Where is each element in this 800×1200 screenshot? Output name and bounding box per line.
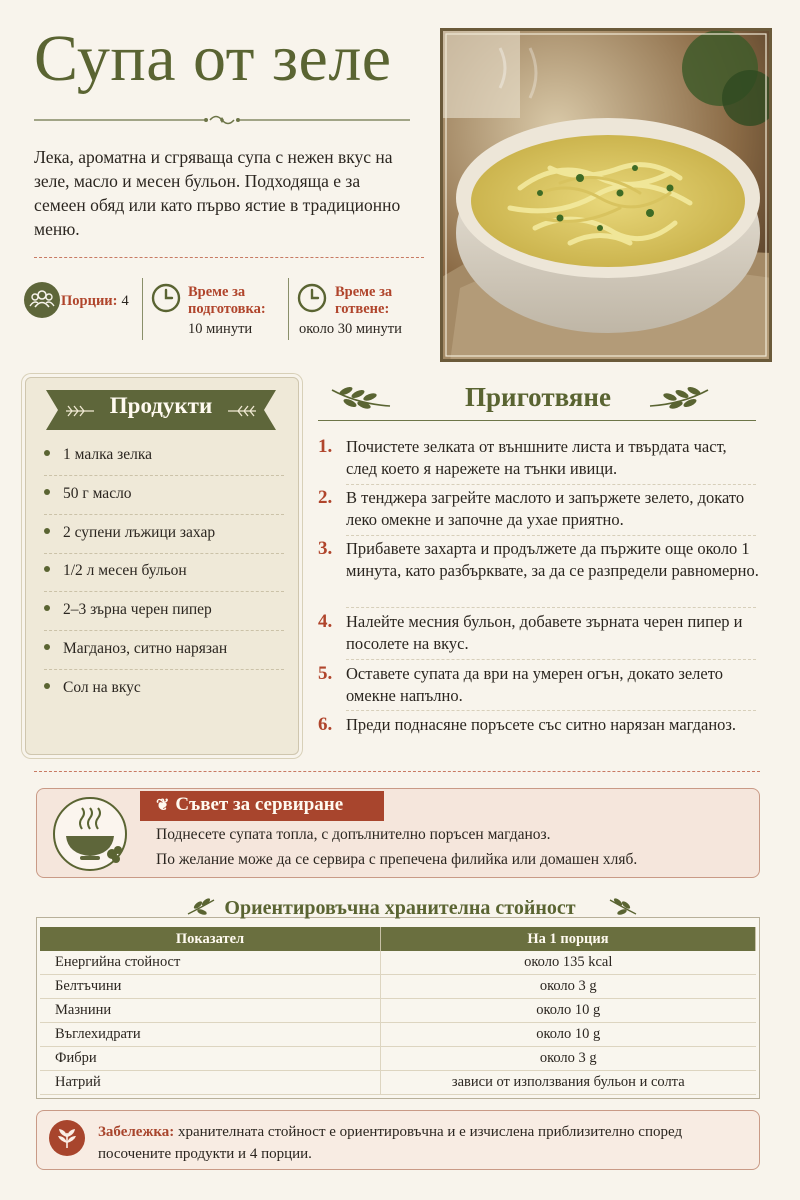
bullet-icon <box>44 644 50 650</box>
servings-label: Порции: <box>61 293 118 309</box>
step-number: 4. <box>318 611 333 632</box>
table-row <box>40 1047 756 1071</box>
serving-tip-title <box>156 794 343 816</box>
table-row <box>40 1023 756 1047</box>
table-row <box>40 999 756 1023</box>
prep-label-line2: подготовка: <box>188 301 266 317</box>
step-number: 1. <box>318 436 333 457</box>
bullet-icon <box>44 566 50 572</box>
nutrient-name: Енергийна стойност <box>40 951 381 975</box>
step-divider <box>346 710 756 711</box>
step-divider <box>346 659 756 660</box>
meta-separator <box>142 278 143 340</box>
column-header: Показател <box>40 927 381 951</box>
step-item <box>318 611 758 657</box>
step-text: Оставете супата да ври на умерен огън, докато зелето омекне напълно. <box>346 664 723 705</box>
step-divider <box>346 484 756 485</box>
servings-value: 4 <box>121 293 129 309</box>
header-dashed-divider <box>34 257 424 258</box>
ingredient-text: 2 супени лъжици захар <box>63 524 216 541</box>
soup-photo <box>440 28 772 362</box>
title-divider-ornament <box>34 111 410 129</box>
nutrient-name: Белтъчини <box>40 975 381 999</box>
prep-time-info <box>188 284 288 338</box>
ingredient-text: 1/2 л месен бульон <box>63 562 187 579</box>
step-number: 2. <box>318 487 333 508</box>
leaf-icon: ❦ <box>156 797 170 814</box>
step-item <box>318 663 758 709</box>
column-header: На 1 порция <box>381 927 756 951</box>
step-text: В тенджера загрейте маслото и запържете зелето, докато леко омекне и започне да ухае приятно. <box>346 488 745 529</box>
step-item <box>318 714 758 760</box>
bullet-icon <box>44 683 50 689</box>
nutrient-name: Въглехидрати <box>40 1023 381 1047</box>
ingredient-item <box>44 552 284 592</box>
servings-info <box>61 292 129 310</box>
step-text: Налейте месния бульон, добавете зърната черен пипер и посолете на вкус. <box>346 612 743 653</box>
step-text: Прибавете захарта и продължете да пържите още около 1 минута, като разбърквате, за да се разпредели равномерно. <box>346 539 759 580</box>
step-text: Преди поднасяне поръсете със ситно нарязан магданоз. <box>346 715 737 734</box>
nutrient-name: Мазнини <box>40 999 381 1023</box>
serving-tip-line: Поднесете супата топла, с допълнително поръсен магданоз. <box>156 826 551 843</box>
soup-bowl-icon <box>52 796 128 872</box>
preparation-title: Приготвяне <box>465 382 611 412</box>
ingredient-item <box>44 475 284 515</box>
ingredient-item <box>44 669 284 708</box>
ingredient-text: 2–3 зърна черен пипер <box>63 601 212 618</box>
ingredients-title: Продукти <box>109 393 213 418</box>
cook-time-info <box>299 284 429 338</box>
recipe-intro: Лека, ароматна и сгряваща супа с нежен вкус на зеле, масло и месен бульон. Подходяща е за семеен обяд или като първо ястие в традиционно меню. <box>34 147 401 239</box>
nutrient-name: Фибри <box>40 1047 381 1071</box>
leaf-icon <box>48 1119 86 1157</box>
bullet-icon <box>44 528 50 534</box>
nutrient-value: около 10 g <box>381 1023 756 1047</box>
table-row <box>40 975 756 999</box>
serving-tip-title-text: Съвет за сервиране <box>175 794 344 815</box>
cook-time-value: около 30 минути <box>299 321 402 337</box>
ingredient-item <box>44 630 284 670</box>
herb-sprig-icon <box>646 382 712 412</box>
step-item <box>318 538 758 606</box>
bullet-icon <box>44 489 50 495</box>
step-divider <box>346 535 756 536</box>
ingredient-text: Сол на вкус <box>63 679 141 696</box>
people-icon <box>24 282 60 318</box>
nutrition-table <box>40 927 756 1095</box>
step-number: 6. <box>318 714 333 735</box>
nutrient-value: зависи от използвания бульон и солта <box>381 1071 756 1095</box>
table-row <box>40 951 756 975</box>
step-text: Почистете зелката от външните листа и твърдата част, след което я нарежете на тънки ивици. <box>346 437 727 478</box>
nutrient-name: Натрий <box>40 1071 381 1095</box>
preparation-underline <box>318 420 756 421</box>
cook-label-line2: готвене: <box>335 301 390 317</box>
step-item <box>318 487 758 533</box>
step-number: 3. <box>318 538 333 559</box>
step-divider <box>346 607 756 608</box>
nutrition-title: Ориентировъчна хранителна стойност <box>224 897 576 919</box>
note-body: хранителната стойност е ориентировъчна и е изчислена приблизително според посочените продукти и 4 порции. <box>98 1124 683 1162</box>
bullet-icon <box>44 450 50 456</box>
nutrient-value: около 135 kcal <box>381 951 756 975</box>
section-dashed-divider <box>34 771 760 772</box>
nutrient-value: около 10 g <box>381 999 756 1023</box>
nutrient-value: около 3 g <box>381 1047 756 1071</box>
note-label: Забележка: <box>98 1124 175 1140</box>
ingredient-item <box>44 591 284 631</box>
meta-separator <box>288 278 289 340</box>
cook-label-line1: Време за <box>335 284 393 300</box>
step-item <box>318 436 758 482</box>
prep-time-value: 10 минути <box>188 321 253 337</box>
prep-label-line1: Време за <box>188 284 246 300</box>
herb-sprig-icon <box>608 896 638 918</box>
bullet-icon <box>44 605 50 611</box>
ingredient-text: 50 г масло <box>63 485 132 502</box>
step-number: 5. <box>318 663 333 684</box>
nutrient-value: около 3 g <box>381 975 756 999</box>
table-row <box>40 1071 756 1095</box>
clock-icon <box>150 282 182 314</box>
ingredient-item <box>44 514 284 554</box>
nutrition-header-row <box>40 927 756 951</box>
ingredient-item <box>44 436 284 476</box>
ingredient-text: Магданоз, ситно нарязан <box>63 640 228 657</box>
serving-tip-line: По желание може да се сервира с препечена филийка или домашен хляб. <box>156 851 638 868</box>
recipe-title: Супа от зеле <box>34 22 392 95</box>
ingredient-text: 1 малка зелка <box>63 446 153 463</box>
note-text <box>98 1121 748 1165</box>
